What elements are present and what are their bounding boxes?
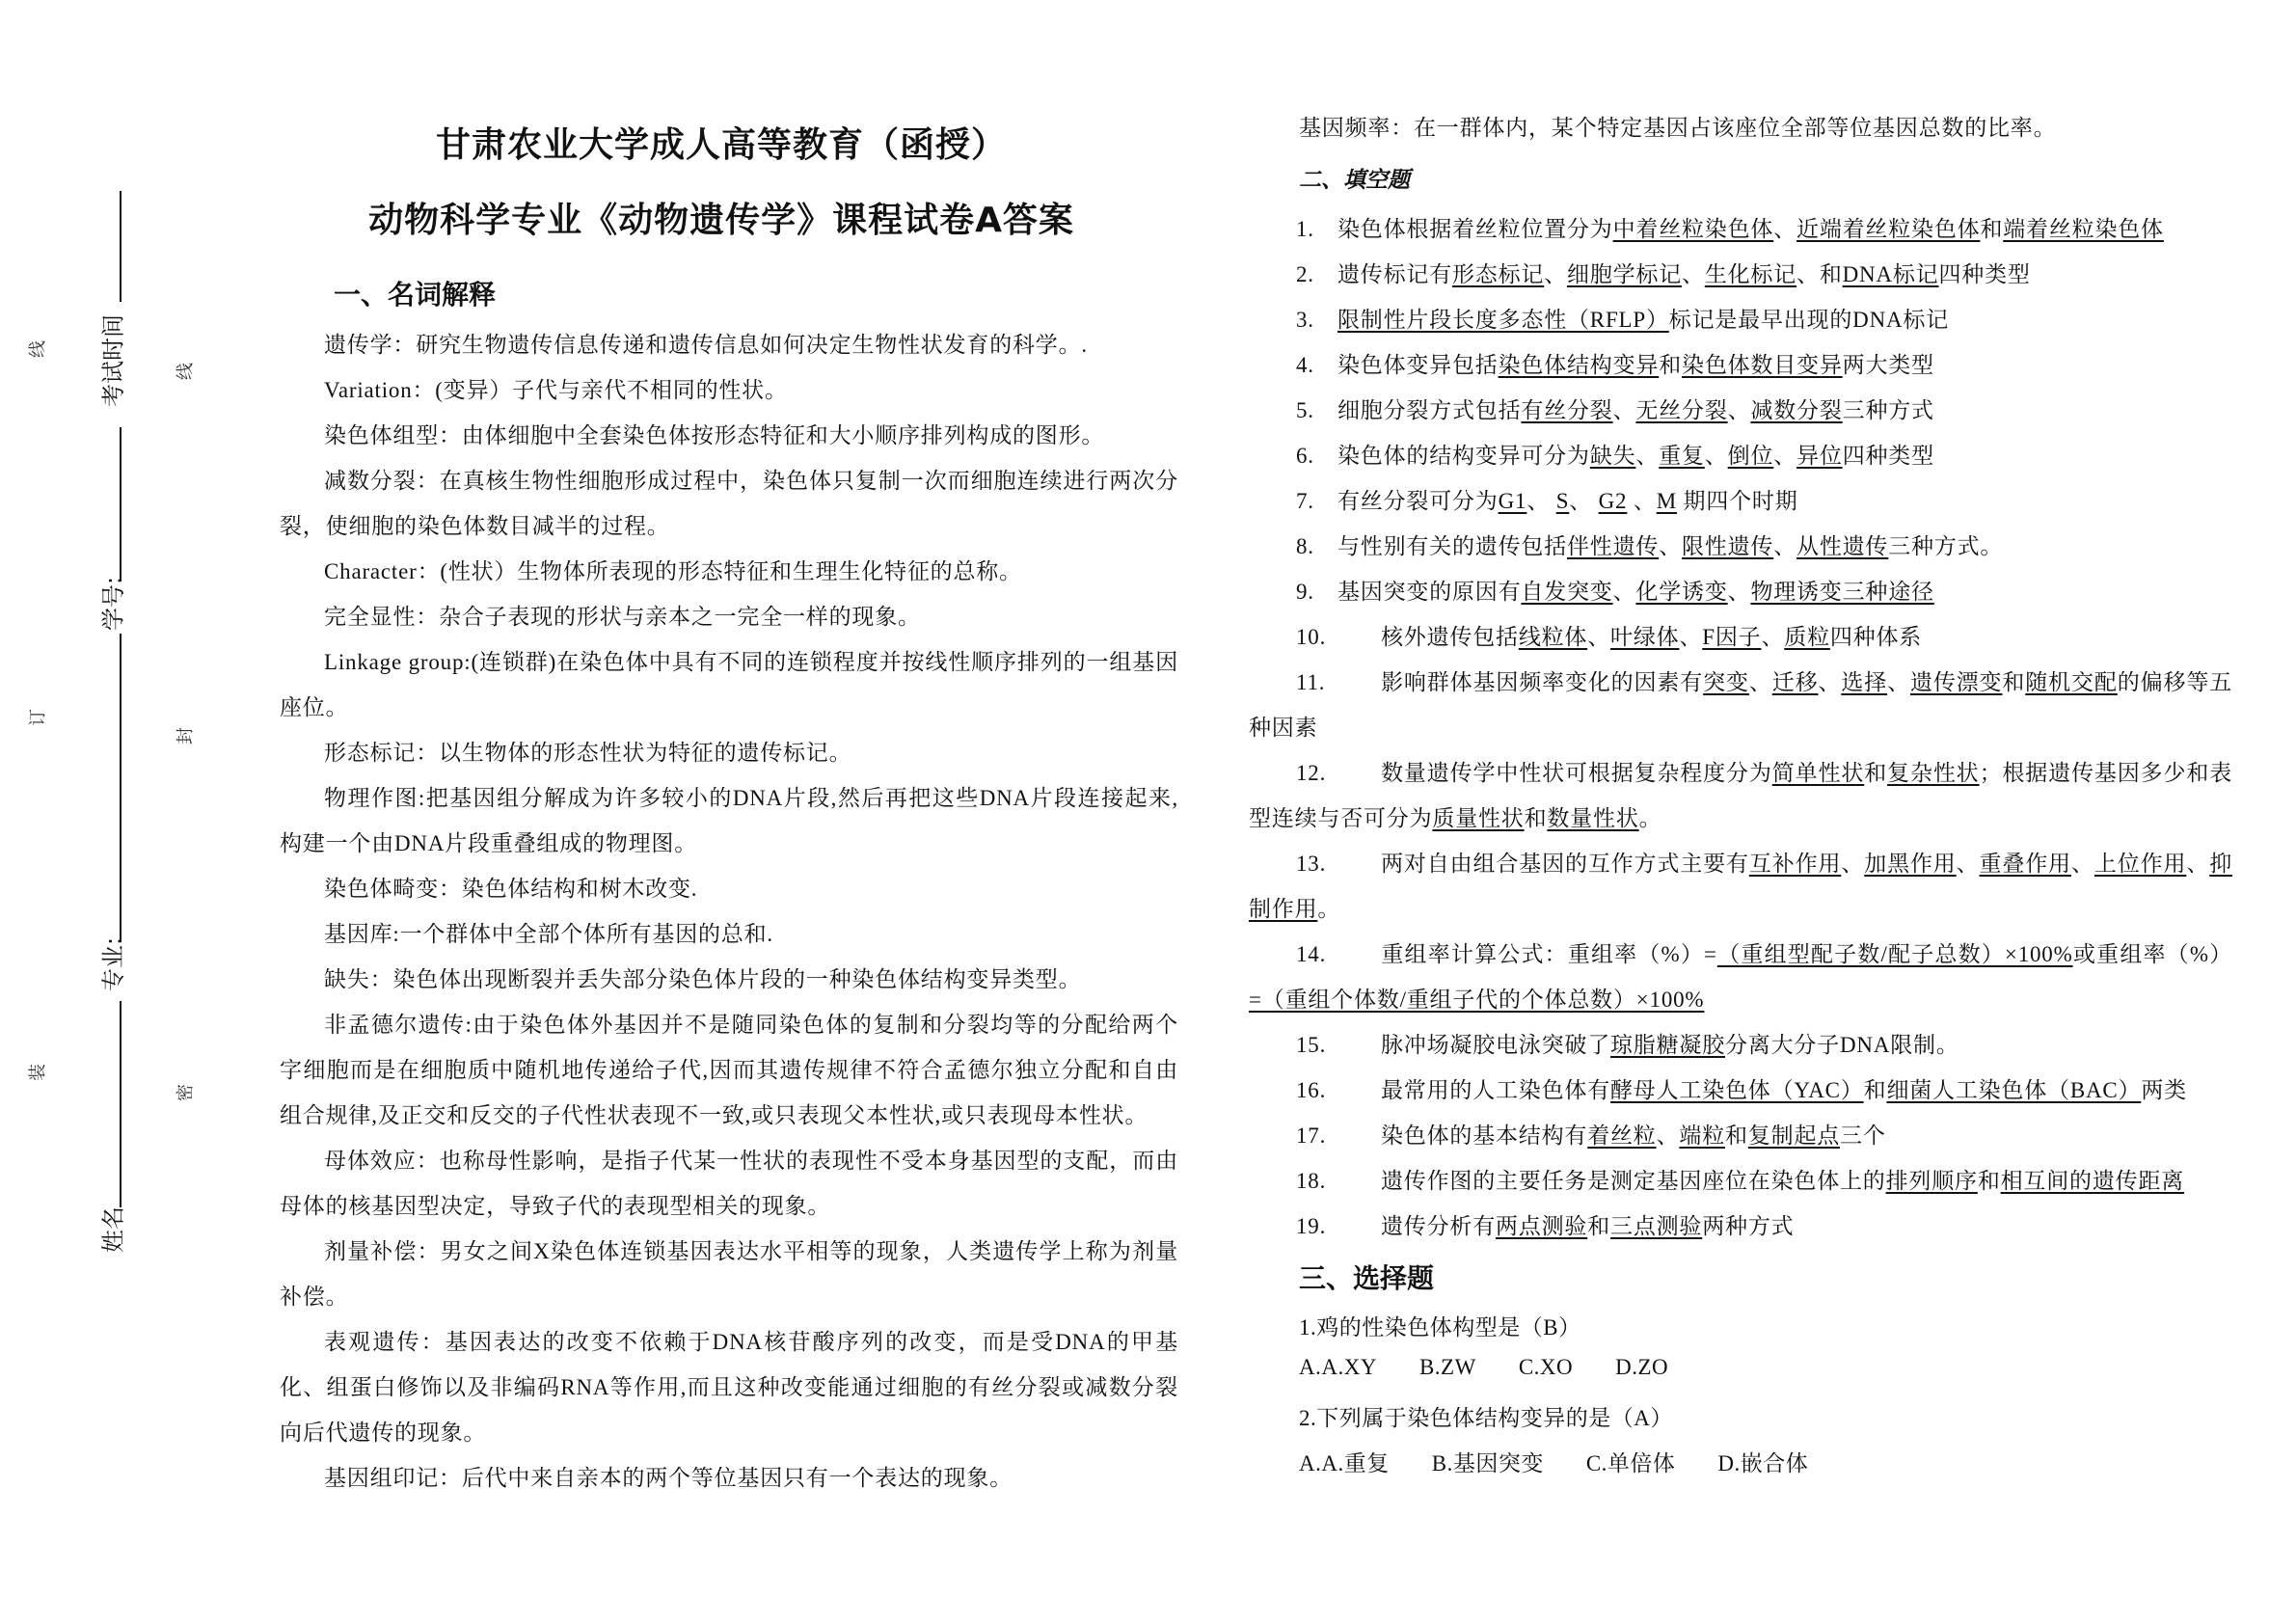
fill-in-item <box>1249 1113 2232 1158</box>
item-text: 、 <box>1773 217 1797 241</box>
item-text: 脉冲场凝胶电泳突破了 <box>1381 1033 1610 1057</box>
item-number: 2. <box>1296 262 1314 286</box>
item-text: 的偏移等五种因素 <box>1249 670 2232 740</box>
answer-blank: 化学诱变 <box>1635 580 1728 604</box>
item-text: 、 <box>2186 852 2210 876</box>
item-number: 13. <box>1296 852 1327 876</box>
answer-blank: 加黑作用 <box>1864 852 1957 876</box>
fill-in-item <box>1249 1158 2232 1204</box>
answer-blank: 从性遗传 <box>1796 534 1889 558</box>
item-text: 染色体的基本结构有 <box>1381 1123 1588 1148</box>
item-number: 8. <box>1296 534 1314 558</box>
item-text: 与性别有关的遗传包括 <box>1337 534 1567 558</box>
term-definition: 非孟德尔遗传:由于染色体外基因并不是随同染色体的复制和分裂均等的分配给两个字细胞而是在细胞质中随机地传递给子代,因而其遗传规律不符合孟德尔独立分配和自由组合规律,及正交和反交的子代性状表现不一致,或只表现父本性状,或只表现母本性状。 <box>280 1013 1178 1127</box>
item-text: 、 <box>1682 262 1705 286</box>
answer-blank: 重叠作用 <box>1979 852 2071 876</box>
item-text: 、 <box>1818 670 1842 694</box>
term-definition: 遗传学：研究生物遗传信息传递和遗传信息如何决定生物性状发育的科学。. <box>324 333 1088 357</box>
choice-option: A.A.XY <box>1299 1355 1377 1379</box>
item-text: 细胞分裂方式包括 <box>1337 398 1522 422</box>
answer-blank: 质粒 <box>1784 625 1830 649</box>
choice-question: 1.鸡的性染色体构型是（B） <box>1299 1315 1581 1340</box>
item-text: 和 <box>1725 1123 1748 1148</box>
choice-options <box>1299 1446 1850 1477</box>
answer-blank: 琼脂糖凝胶 <box>1610 1033 1725 1057</box>
item-text: 四种类型 <box>1938 262 2031 286</box>
answer-blank: 三点测验 <box>1610 1214 1703 1238</box>
item-text: 。 <box>1317 897 1341 921</box>
item-text: 和 <box>1659 353 1683 377</box>
answer-blank: 减数分裂 <box>1750 398 1843 422</box>
seal-mark: 密 <box>176 1084 196 1101</box>
item-text: 有丝分裂可分为 <box>1337 489 1499 513</box>
item-text: ；根据遗传基因多少和表型连续与否可分为 <box>1249 761 2233 830</box>
item-text: 、 <box>1679 625 1703 649</box>
item-text: 分离大分子DNA限制。 <box>1725 1033 1959 1057</box>
choice-option: D.嵌合体 <box>1717 1451 1809 1475</box>
item-text: 、 <box>1612 580 1636 604</box>
answer-blank: 近端着丝粒染色体 <box>1796 217 1981 241</box>
item-number: 4. <box>1296 353 1314 377</box>
answer-blank: G2 <box>1598 489 1628 513</box>
answer-blank: 限性遗传 <box>1682 534 1774 558</box>
seal-mark: 线 <box>176 363 196 380</box>
choice-options <box>1299 1355 1711 1380</box>
answer-blank: 自发突变 <box>1521 580 1613 604</box>
answer-blank: 伴性遗传 <box>1567 534 1660 558</box>
item-number: 1. <box>1296 217 1314 241</box>
answer-blank: 染色体数目变异 <box>1682 353 1843 377</box>
major-label: 专业: <box>99 936 127 992</box>
item-number: 6. <box>1296 444 1314 468</box>
answer-blank: 生化标记 <box>1704 262 1797 286</box>
choice-option: C.XO <box>1518 1355 1574 1379</box>
answer-blank: 物理诱变三种途径 <box>1750 580 1934 604</box>
answer-blank: 限制性片段长度多态性（RFLP） <box>1337 308 1669 332</box>
answer-blank: 无丝分裂 <box>1635 398 1728 422</box>
page-title-exam: 动物科学专业《动物遗传学》课程试卷A答案 <box>368 201 1074 240</box>
term-definition: 剂量补偿：男女之间X染色体连锁基因表达水平相等的现象，人类遗传学上称为剂量补偿。 <box>280 1239 1178 1309</box>
item-text: 三个 <box>1840 1123 1886 1148</box>
item-text: 期四个时期 <box>1676 489 1798 513</box>
fill-in-item <box>1249 252 2232 297</box>
item-number: 5. <box>1296 398 1314 422</box>
item-text: 、 <box>1659 534 1683 558</box>
item-number: 19. <box>1296 1214 1327 1238</box>
answer-blank: 细菌人工染色体（BAC） <box>1886 1078 2142 1102</box>
binding-line <box>120 427 122 582</box>
answer-blank: S <box>1555 489 1570 513</box>
answer-blank: 着丝粒 <box>1587 1123 1657 1148</box>
answer-blank: 叶绿体 <box>1610 625 1680 649</box>
fill-in-item <box>1249 297 2232 342</box>
item-text: 遗传分析有 <box>1381 1214 1496 1238</box>
item-number: 9. <box>1296 580 1314 604</box>
item-text: 、 <box>1656 1123 1680 1148</box>
choice-option: C.单倍体 <box>1585 1451 1676 1475</box>
fill-in-item <box>1249 932 2232 1022</box>
seal-mark: 装 <box>28 1064 48 1081</box>
item-number: 12. <box>1296 761 1327 785</box>
item-text: 、 <box>1761 625 1785 649</box>
answer-blank: 抑制作用 <box>1249 852 2232 921</box>
item-number: 11. <box>1296 670 1326 694</box>
student-id-label: 学号: <box>99 576 127 632</box>
answer-blank: 复杂性状 <box>1887 761 1980 785</box>
answer-blank: 异位 <box>1796 444 1843 468</box>
answer-blank: 重复 <box>1659 444 1705 468</box>
answer-blank: 倒位 <box>1727 444 1774 468</box>
item-text: 三种方式。 <box>1888 534 2004 558</box>
answer-blank: 中着丝粒染色体 <box>1612 217 1774 241</box>
page-title-institution: 甘肃农业大学成人高等教育（函授） <box>435 125 1007 165</box>
answer-blank: M <box>1656 489 1677 513</box>
binding-line <box>120 634 122 942</box>
item-number: 3. <box>1296 308 1314 332</box>
item-number: 7. <box>1296 489 1314 513</box>
answer-blank: 随机交配 <box>2025 670 2118 694</box>
fill-in-item <box>1249 1022 2232 1068</box>
term-definition: 基因频率：在一群体内，某个特定基因占该座位全部等位基因总数的比率。 <box>1299 116 2057 140</box>
fill-in-item <box>1249 433 2232 478</box>
item-text: 染色体变异包括 <box>1337 353 1499 377</box>
item-text: 四种体系 <box>1829 625 1923 649</box>
item-text: 两对自由组合基因的互作方式主要有 <box>1381 852 1749 876</box>
item-text: 、 <box>1612 398 1636 422</box>
answer-blank: 有丝分裂 <box>1521 398 1613 422</box>
item-text: 、 <box>1727 398 1751 422</box>
answer-blank: =（重组个体数/重组子代的个体总数）×100% <box>1249 988 1705 1012</box>
term-definition: 减数分裂：在真核生物性细胞形成过程中，染色体只复制一次而细胞连续进行两次分裂，使细胞的染色体数目减半的过程。 <box>280 469 1178 538</box>
choice-option: B.基因突变 <box>1431 1451 1544 1475</box>
answer-blank: 选择 <box>1841 670 1888 694</box>
fill-in-item <box>1249 478 2232 524</box>
item-text: 和 <box>1524 806 1548 830</box>
item-text: 、 <box>1727 580 1751 604</box>
answer-blank: 质量性状 <box>1432 806 1525 830</box>
term-definition: 染色体组型：由体细胞中全套染色体按形态特征和大小顺序排列构成的图形。 <box>324 423 1105 447</box>
answer-blank: 酵母人工染色体（YAC） <box>1610 1078 1864 1102</box>
item-text: 两类 <box>2141 1078 2187 1102</box>
answer-blank: G1 <box>1498 489 1527 513</box>
item-text: 、 <box>1748 670 1772 694</box>
item-text: 影响群体基因频率变化的因素有 <box>1381 670 1704 694</box>
term-definition: 基因库:一个群体中全部个体所有基因的总和. <box>324 922 773 946</box>
answer-blank: 端粒 <box>1679 1123 1726 1148</box>
item-text: 基因突变的原因有 <box>1337 580 1522 604</box>
item-text: 四种类型 <box>1842 444 1934 468</box>
answer-blank: 形态标记 <box>1452 262 1545 286</box>
term-definition: 基因组印记：后代中来自亲本的两个等位基因只有一个表达的现象。 <box>324 1466 1013 1490</box>
binding-line <box>120 1001 122 1207</box>
item-text: 核外遗传包括 <box>1381 625 1519 649</box>
item-number: 14. <box>1296 942 1327 966</box>
answer-blank: 突变 <box>1703 670 1749 694</box>
term-definition: 形态标记：以生物体的形态性状为特征的遗传标记。 <box>324 741 852 765</box>
fill-in-item <box>1249 1204 2232 1249</box>
fill-in-item <box>1249 750 2232 841</box>
item-number: 16. <box>1296 1078 1327 1102</box>
answer-blank: 两点测验 <box>1496 1214 1588 1238</box>
item-text: 染色体的结构变异可分为 <box>1337 444 1590 468</box>
item-number: 18. <box>1296 1169 1327 1193</box>
answer-blank: 端着丝粒染色体 <box>2003 217 2164 241</box>
fill-in-item <box>1249 614 2232 660</box>
term-definition: Linkage group:(连锁群)在染色体中具有不同的连锁程度并按线性顺序排列的一组基因座位。 <box>280 650 1178 719</box>
item-text: 、 <box>2070 852 2094 876</box>
answer-blank: 相互间的遗传距离 <box>2000 1169 2185 1193</box>
item-text: 染色体根据着丝粒位置分为 <box>1337 217 1613 241</box>
term-definition: 物理作图:把基因组分解成为许多较小的DNA片段,然后再把这些DNA片段连接起来,构建一个由DNA片段重叠组成的物理图。 <box>280 786 1178 855</box>
item-text: 两种方式 <box>1702 1214 1795 1238</box>
item-text: 和 <box>1864 761 1888 785</box>
term-definition: 表观遗传：基因表达的改变不依赖于DNA核苷酸序列的改变，而是受DNA的甲基化、组蛋白修饰以及非编码RNA等作用,而且这种改变能通过细胞的有丝分裂或减数分裂向后代遗传的现象。 <box>280 1330 1178 1445</box>
fill-in-item <box>1249 206 2232 252</box>
choice-option: A.A.重复 <box>1299 1451 1390 1475</box>
item-text: 。 <box>1638 806 1662 830</box>
item-text: 、 <box>1526 489 1556 513</box>
fill-in-item <box>1249 342 2232 388</box>
seal-mark: 订 <box>28 709 48 726</box>
answer-blank: 染色体结构变异 <box>1498 353 1660 377</box>
item-text: 两大类型 <box>1842 353 1934 377</box>
answer-blank: 迁移 <box>1771 670 1819 694</box>
item-text: 、 <box>1887 670 1910 694</box>
item-text: 、 <box>1544 262 1568 286</box>
term-definition: Character：(性状）生物体所表现的形态特征和生理生化特征的总称。 <box>324 559 1022 583</box>
answer-blank: 遗传漂变 <box>1909 670 2003 694</box>
exam-time-label: 考试时间 <box>99 314 127 407</box>
choice-option: D.ZO <box>1615 1355 1669 1379</box>
item-text: 、 <box>1704 444 1728 468</box>
item-text: 遗传标记有 <box>1337 262 1452 286</box>
answer-blank: 数量性状 <box>1547 806 1639 830</box>
item-text: 数量遗传学中性状可根据复杂程度分为 <box>1381 761 1772 785</box>
item-text: 和 <box>1863 1078 1887 1102</box>
term-definitions <box>280 322 1178 1501</box>
item-text: 和 <box>1587 1214 1611 1238</box>
item-text: 、 <box>1627 489 1657 513</box>
item-text: 标记是最早出现的DNA标记 <box>1668 308 1950 332</box>
item-text: 、 <box>1773 444 1797 468</box>
term-definition: 缺失：染色体出现断裂并丢失部分染色体片段的一种染色体结构变异类型。 <box>324 967 1082 991</box>
answer-blank: 缺失 <box>1589 444 1636 468</box>
item-text: 重组率计算公式：重组率（%）= <box>1381 942 1717 966</box>
item-text: 、 <box>1956 852 1980 876</box>
choice-question: 2.下列属于染色体结构变异的是（A） <box>1299 1406 1673 1430</box>
item-text: 和 <box>1980 217 2004 241</box>
answer-blank: 简单性状 <box>1771 761 1865 785</box>
item-text: 、和 <box>1796 262 1843 286</box>
answer-blank: F因子 <box>1702 625 1762 649</box>
fill-in-item <box>1249 660 2232 750</box>
seal-mark: 线 <box>28 340 48 358</box>
item-text: 最常用的人工染色体有 <box>1381 1078 1610 1102</box>
item-number: 10. <box>1296 625 1327 649</box>
choice-option: B.ZW <box>1418 1355 1476 1379</box>
answer-blank: 细胞学标记 <box>1567 262 1683 286</box>
item-text: 、 <box>1569 489 1599 513</box>
item-number: 15. <box>1296 1033 1327 1057</box>
item-text: 遗传作图的主要任务是测定基因座位在染色体上的 <box>1381 1169 1886 1193</box>
answer-blank: （重组型配子数/配子总数）×100% <box>1716 942 2073 966</box>
fill-in-item <box>1249 1068 2232 1113</box>
fill-in-item <box>1249 388 2232 433</box>
seal-mark: 封 <box>176 727 196 744</box>
item-text: 、 <box>1587 625 1611 649</box>
answer-blank: 互补作用 <box>1748 852 1842 876</box>
section-heading-terms: 一、名词解释 <box>334 279 497 311</box>
answer-blank: 上位作用 <box>2093 852 2187 876</box>
item-text: 或重组率（%） <box>2072 942 2232 966</box>
item-text: 、 <box>1773 534 1797 558</box>
item-number: 17. <box>1296 1123 1327 1148</box>
item-text: 、 <box>1635 444 1660 468</box>
fill-in-item <box>1249 569 2232 614</box>
term-definition: 染色体畸变：染色体结构和树木改变. <box>324 877 698 901</box>
name-label: 姓名 <box>99 1206 127 1253</box>
fill-in-item <box>1249 524 2232 569</box>
item-text: 三种方式 <box>1842 398 1934 422</box>
fill-in-item <box>1249 841 2232 932</box>
answer-blank: DNA标记 <box>1842 262 1939 286</box>
item-text: 和 <box>1977 1169 2001 1193</box>
term-definition: Variation：(变异）子代与亲代不相同的性状。 <box>324 378 788 402</box>
term-definition: 完全显性：杂合子表现的形状与亲本之一完全一样的现象。 <box>324 605 921 629</box>
section-heading-choice: 三、选择题 <box>1299 1262 1435 1294</box>
fill-in-answers <box>1249 206 2232 1249</box>
item-text: 、 <box>1841 852 1865 876</box>
item-text: 和 <box>2002 670 2026 694</box>
term-definition: 母体效应：也称母性影响，是指子代某一性状的表现性不受本身基因型的支配，而由母体的核基因型决定，导致子代的表现型相关的现象。 <box>280 1149 1178 1218</box>
answer-blank: 复制起点 <box>1747 1123 1841 1148</box>
section-heading-fill-in: 二、填空题 <box>1299 168 1410 193</box>
answer-blank: 线粒体 <box>1518 625 1588 649</box>
answer-blank: 排列顺序 <box>1885 1169 1978 1193</box>
